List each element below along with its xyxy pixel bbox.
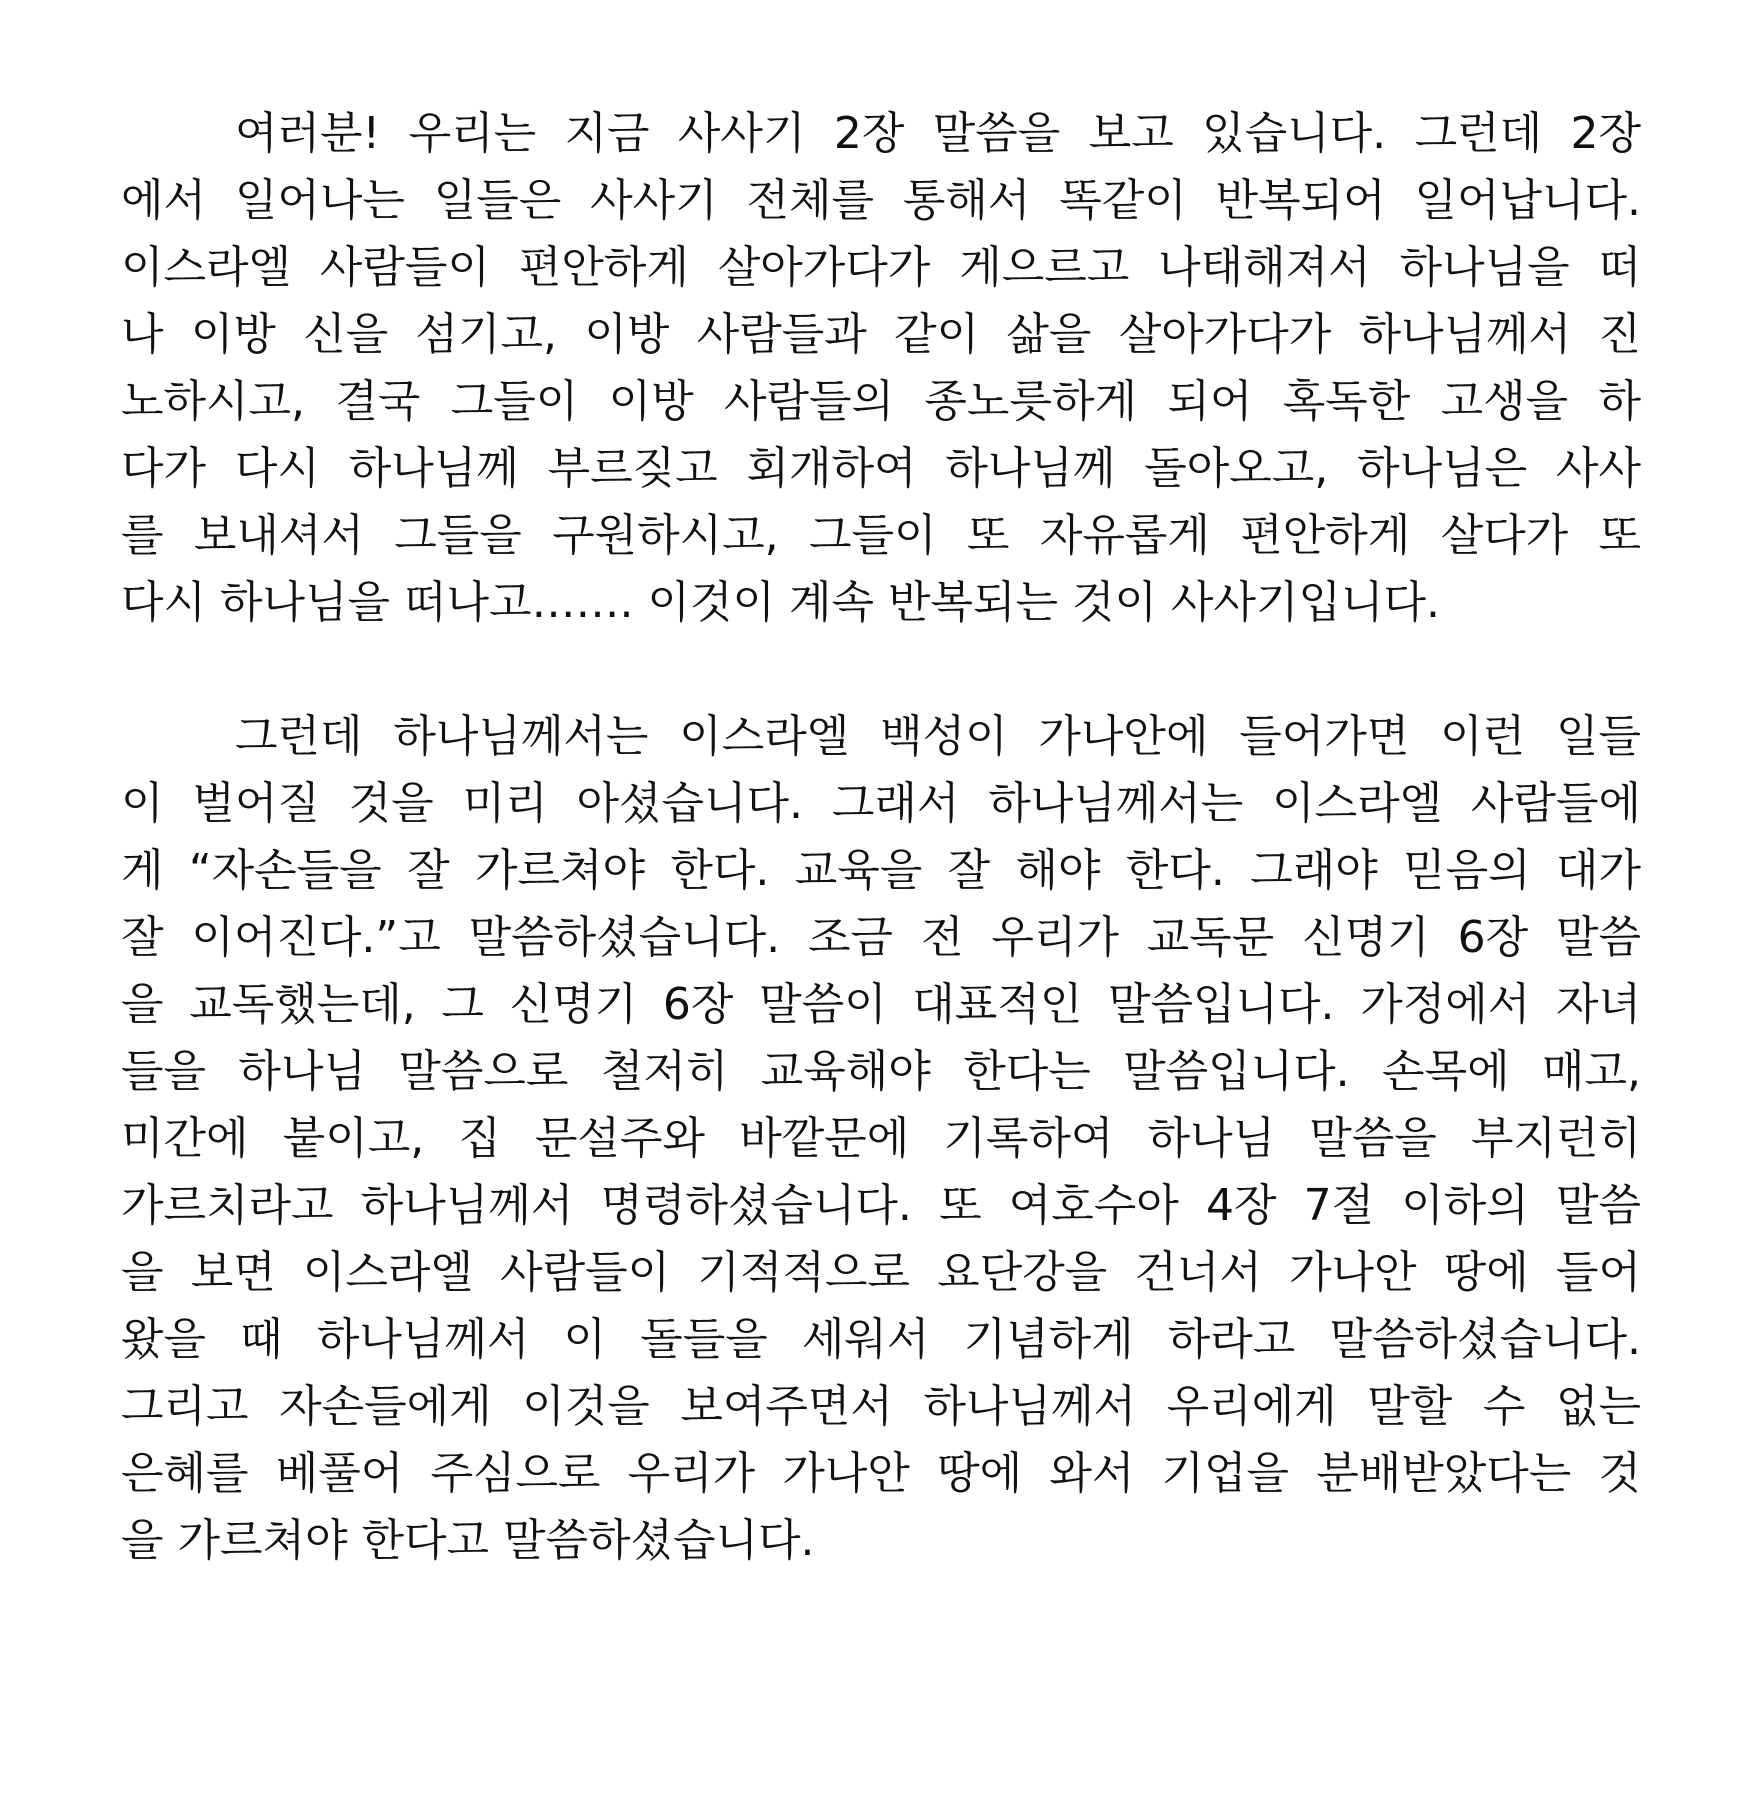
paragraph-line: 을 보면 이스라엘 사람들이 기적적으로 요단강을 건너서 가나안 땅에 들어	[121, 1247, 1641, 1298]
paragraph-2	[121, 703, 1641, 1574]
document-page	[121, 100, 1641, 1780]
paragraph-line: 다시 하나님을 떠나고……. 이것이 계속 반복되는 것이 사사기입니다.	[121, 577, 1440, 628]
line-text: 여러분! 우리는 지금 사사기 2장 말씀을 보고 있습니다. 그런데 2장	[235, 108, 1641, 159]
paragraph-line: 이스라엘 사람들이 편안하게 살아가다가 게으르고 나태해져서 하나님을 떠	[121, 242, 1641, 293]
paragraph-line: 게 “자손들을 잘 가르쳐야 한다. 교육을 잘 해야 한다. 그래야 믿음의 대가	[121, 845, 1641, 896]
paragraph-line: 다가 다시 하나님께 부르짖고 회개하여 하나님께 돌아오고, 하나님은 사사	[121, 443, 1641, 494]
paragraph-line: 를 보내셔서 그들을 구원하시고, 그들이 또 자유롭게 편안하게 살다가 또	[121, 510, 1641, 561]
paragraph-line: 왔을 때 하나님께서 이 돌들을 세워서 기념하게 하라고 말씀하셨습니다.	[121, 1314, 1641, 1365]
paragraph-line	[121, 703, 1641, 770]
paragraph-line: 들을 하나님 말씀으로 철저히 교육해야 한다는 말씀입니다. 손목에 매고,	[121, 1046, 1641, 1097]
paragraph-line: 에서 일어나는 일들은 사사기 전체를 통해서 똑같이 반복되어 일어납니다.	[121, 175, 1641, 226]
paragraph-1	[121, 100, 1641, 636]
paragraph-line: 을 가르쳐야 한다고 말씀하셨습니다.	[121, 1515, 815, 1566]
paragraph-line: 미간에 붙이고, 집 문설주와 바깥문에 기록하여 하나님 말씀을 부지런히	[121, 1113, 1641, 1164]
paragraph-line: 나 이방 신을 섬기고, 이방 사람들과 같이 삶을 살아가다가 하나님께서 진	[121, 309, 1641, 360]
paragraph-line: 은혜를 베풀어 주심으로 우리가 가나안 땅에 와서 기업을 분배받았다는 것	[121, 1448, 1641, 1499]
paragraph-line: 노하시고, 결국 그들이 이방 사람들의 종노릇하게 되어 혹독한 고생을 하	[121, 376, 1641, 427]
paragraph-line: 가르치라고 하나님께서 명령하셨습니다. 또 여호수아 4장 7절 이하의 말씀	[121, 1180, 1641, 1231]
paragraph-line: 그리고 자손들에게 이것을 보여주면서 하나님께서 우리에게 말할 수 없는	[121, 1381, 1641, 1432]
paragraph-line: 을 교독했는데, 그 신명기 6장 말씀이 대표적인 말씀입니다. 가정에서 자녀	[121, 979, 1641, 1030]
line-text: 그런데 하나님께서는 이스라엘 백성이 가나안에 들어가면 이런 일들	[235, 711, 1641, 762]
paragraph-line: 잘 이어진다.”고 말씀하셨습니다. 조금 전 우리가 교독문 신명기 6장 말씀	[121, 912, 1641, 963]
paragraph-line: 이 벌어질 것을 미리 아셨습니다. 그래서 하나님께서는 이스라엘 사람들에	[121, 778, 1641, 829]
paragraph-spacer	[121, 636, 1641, 703]
paragraph-line	[121, 100, 1641, 167]
